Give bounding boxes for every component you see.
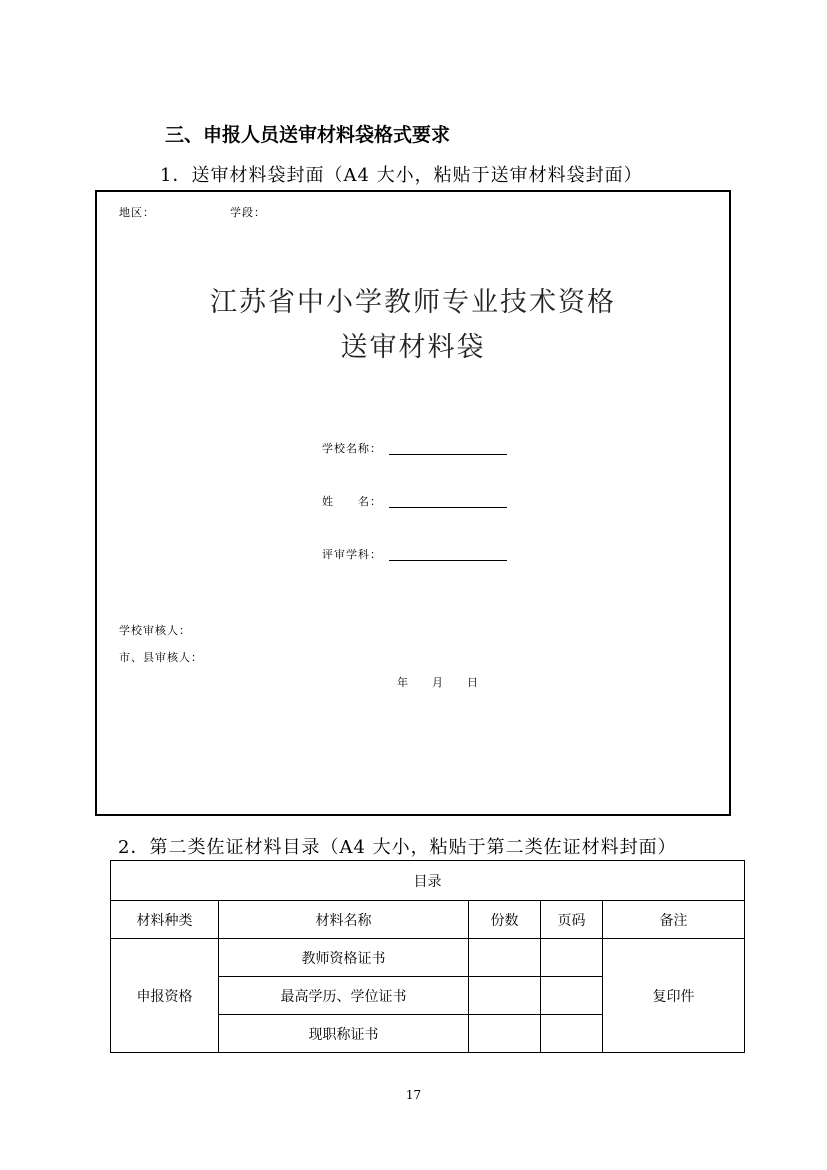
section-heading: 三、申报人员送审材料袋格式要求 [165,124,451,146]
copies-cell [469,977,541,1015]
header-material-name: 材料名称 [219,901,469,939]
school-reviewer-label: 学校审核人： [119,624,191,637]
school-name-label: 学校名称： [322,442,382,455]
school-name-line [389,454,507,455]
table-header-row [111,901,745,939]
page-cell [541,977,603,1015]
stage-label: 学段： [230,206,266,219]
catalog-table [110,860,745,1053]
table-row [111,861,745,901]
header-page: 页码 [541,901,603,939]
city-reviewer-label: 市、县审核人： [119,651,203,664]
header-remark: 备注 [603,901,745,939]
subsection-cover-heading: 1．送审材料袋封面（A4 大小，粘贴于送审材料袋封面） [160,165,643,186]
date-day: 日 [467,676,479,689]
name-line [389,507,507,508]
category-cell: 申报资格 [111,939,219,1053]
remark-cell: 复印件 [603,939,745,1053]
page-number: 17 [405,1088,422,1102]
subsection-catalog-heading: 2．第二类佐证材料目录（A4 大小，粘贴于第二类佐证材料封面） [118,837,677,858]
subject-label: 评审学科： [322,548,382,561]
subject-line [389,560,507,561]
catalog-title: 目录 [111,861,745,901]
date-month: 月 [432,676,444,689]
copies-cell [469,939,541,977]
cover-template-box [95,190,731,816]
page-cell [541,1015,603,1053]
header-copies: 份数 [469,901,541,939]
date-year: 年 [397,676,409,689]
region-label: 地区： [119,206,155,219]
cover-title-line1: 江苏省中小学教师专业技术资格 [210,287,616,318]
header-category: 材料种类 [111,901,219,939]
material-name-cell: 教师资格证书 [219,939,469,977]
material-name-cell: 现职称证书 [219,1015,469,1053]
copies-cell [469,1015,541,1053]
cover-title-line2: 送审材料袋 [340,332,486,363]
table-row [111,939,745,977]
page-cell [541,939,603,977]
material-name-cell: 最高学历、学位证书 [219,977,469,1015]
name-label: 姓 名： [322,495,382,508]
